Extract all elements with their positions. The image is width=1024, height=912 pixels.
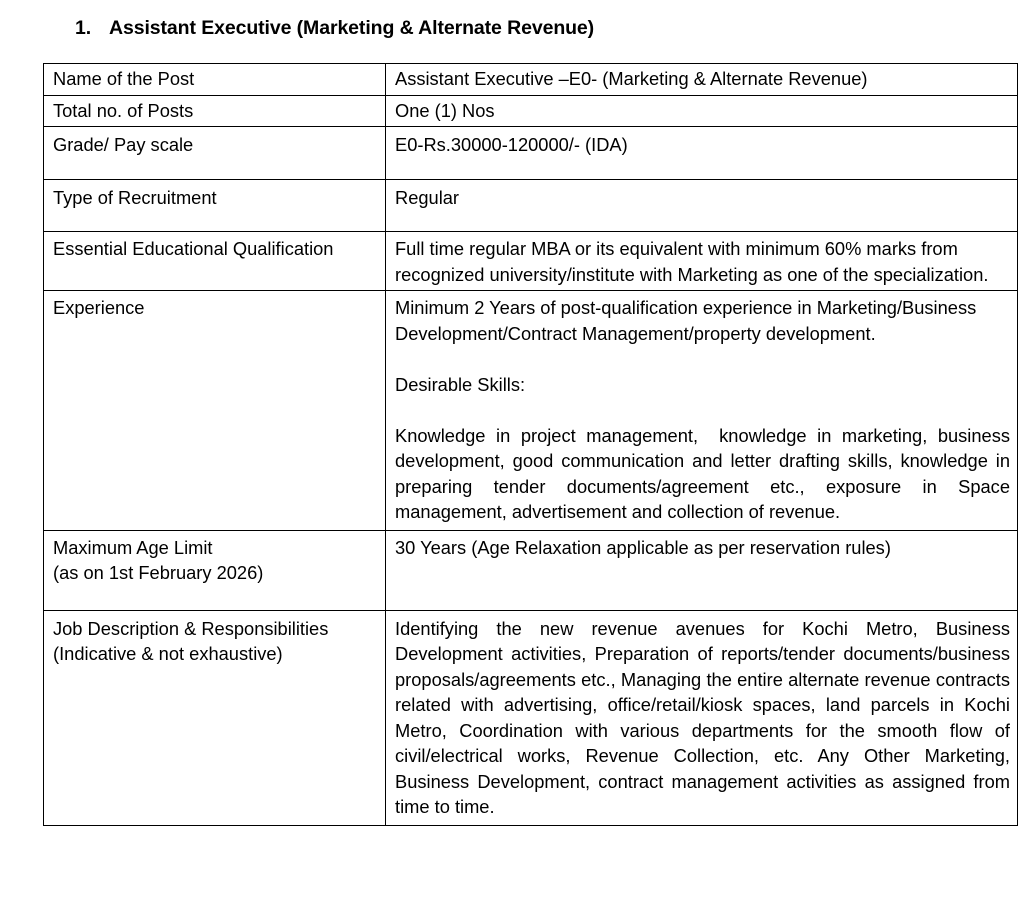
table-row xyxy=(44,530,1018,610)
row-value-maximum-age-limit xyxy=(386,530,1018,610)
experience-paragraph-2: Knowledge in project management, knowledge in marketing, business development, good communication and letter drafting skills, knowledge in preparing tender documents/agreement etc., exposure in Space management, advertisement and collection of revenue. xyxy=(395,424,1021,522)
experience-paragraph-1: Minimum 2 Years of post-qualification experience in Marketing/Business Development/Contract Management/property development. xyxy=(395,297,977,344)
row-value-experience xyxy=(386,291,1021,531)
row-label-maximum-age-limit-line2: (as on 1st February 2026) xyxy=(53,562,264,583)
row-label-essential-educational-qualification xyxy=(44,232,386,291)
table-row xyxy=(44,291,1018,531)
row-label-job-description-text: Job Description & Responsibilities (Indicative & not exhaustive) xyxy=(53,617,329,664)
experience-spacer-2 xyxy=(395,397,1010,423)
row-label-name-of-the-post: Name of the Post xyxy=(44,64,386,96)
row-value-name-of-the-post: Assistant Executive –E0- (Marketing & Alternate Revenue) xyxy=(386,64,1018,96)
row-value-grade-pay-scale-text: E0-Rs.30000-120000/- (IDA) xyxy=(395,134,628,155)
row-label-type-of-recruitment-text: Type of Recruitment xyxy=(53,186,217,208)
table-row xyxy=(44,179,1018,232)
experience-desirable-skills-heading: Desirable Skills: xyxy=(395,373,526,395)
table-row xyxy=(44,95,1018,127)
row-label-essential-educational-qualification-text: Essential Educational Qualification xyxy=(53,238,334,259)
post-details-table xyxy=(43,63,1021,826)
table-row xyxy=(44,232,1018,291)
table-row xyxy=(44,610,1018,825)
row-value-essential-educational-qualification-text: Full time regular MBA or its equivalent with minimum 60% marks from recognized university/institute with Marketing as one of the specialization. xyxy=(395,238,989,285)
row-label-grade-pay-scale xyxy=(44,127,386,180)
table-row xyxy=(44,127,1018,180)
row-label-type-of-recruitment xyxy=(44,179,386,232)
row-label-grade-pay-scale-text: Grade/ Pay scale xyxy=(53,134,194,155)
row-label-job-description xyxy=(44,610,386,825)
row-value-essential-educational-qualification xyxy=(386,232,1018,291)
row-value-maximum-age-limit-text: 30 Years (Age Relaxation applicable as per reservation rules) xyxy=(395,536,891,558)
row-value-total-no-of-posts: One (1) Nos xyxy=(386,95,1018,127)
row-label-experience xyxy=(44,291,386,531)
table-row xyxy=(44,64,1018,96)
row-label-maximum-age-limit-line1: Maximum Age Limit xyxy=(53,536,213,558)
job-description-paragraph: Identifying the new revenue avenues for Kochi Metro, Business Development activities, Preparation of reports/tender documents/business proposals/agreements etc., Managing the entire alternate revenue contracts related with advertising, office/retail/kiosk spaces, land parcels in Kochi Metro, Coordination with various departments for the smooth flow of civil/electrical works, Revenue Collection, etc. Any Other Marketing, Business Development, contract management activities as assigned from time to time. xyxy=(395,617,1010,817)
row-label-experience-text: Experience xyxy=(53,297,145,318)
row-value-job-description xyxy=(386,610,1018,825)
row-value-grade-pay-scale xyxy=(386,127,1018,180)
page-title-number: 1. xyxy=(75,17,92,39)
experience-spacer xyxy=(395,346,1010,372)
page-title xyxy=(75,17,594,40)
row-value-type-of-recruitment-text: Regular xyxy=(395,186,460,208)
page-title-text: Assistant Executive (Marketing & Alternate Revenue) xyxy=(109,17,595,39)
row-value-type-of-recruitment xyxy=(386,179,1018,232)
row-label-total-no-of-posts: Total no. of Posts xyxy=(44,95,386,127)
row-label-maximum-age-limit xyxy=(44,530,386,610)
